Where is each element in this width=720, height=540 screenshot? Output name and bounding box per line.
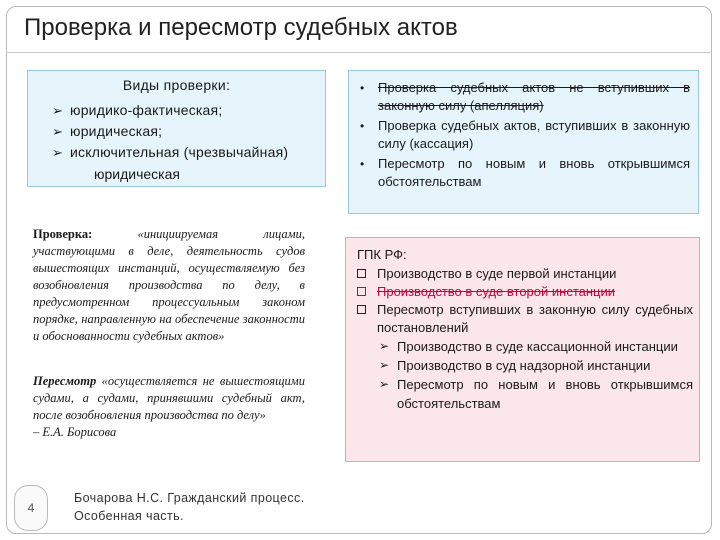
appeal-types-box (348, 70, 699, 214)
list-item: • Проверка судебных актов, вступивших в законную силу (кассация) (360, 118, 690, 151)
list-item: Производство в суде первой инстанции (357, 265, 693, 283)
definition-author: – Е.А. Борисова (33, 425, 117, 439)
gpk-list (357, 265, 693, 413)
list-item: • Пересмотр по новым и вновь открывшимся обстоятельствам (360, 156, 690, 189)
arrow-bullet-icon: ➢ (52, 103, 64, 118)
definition-term: Пересмотр (33, 374, 97, 388)
gpk-heading: ГПК РФ: (357, 247, 407, 262)
title-divider (6, 52, 712, 53)
list-item: ➢ исключительная (чрезвычайная) (52, 142, 288, 163)
list-item: ➢ Производство в суд надзорной инстанции (379, 358, 651, 373)
arrow-bullet-icon: ➢ (379, 358, 390, 372)
list-item: Производство в суде второй инстанции (357, 283, 693, 301)
definition-review (33, 373, 305, 441)
review-types-list (52, 100, 288, 163)
checkbox-bullet-icon (357, 305, 366, 314)
gpk-sublist (357, 337, 693, 413)
list-item: ➢ Производство в суде кассационной инстанции (379, 339, 678, 354)
arrow-bullet-icon: ➢ (379, 339, 390, 353)
list-item: ➢ юридическая; (52, 121, 288, 142)
bullet-icon: • (360, 81, 365, 95)
list-item: • Проверка судебных актов не вступивших в законную силу (апелляция) (360, 80, 690, 113)
arrow-bullet-icon: ➢ (52, 124, 64, 139)
gpk-box (345, 237, 700, 462)
bullet-icon: • (360, 119, 365, 133)
definition-check (33, 226, 305, 345)
definition-text: «инициируемая лицами, участвующими в деле, деятельность судов вышестоящих инстанций, осуществляемую без возобновления производства по делу, в предусмотренном процессуальным законом порядке, направленную на обеспечение законности и обоснованности судебных актов» (33, 227, 305, 343)
checkbox-bullet-icon (357, 287, 366, 296)
definition-term: Проверка: (33, 227, 93, 241)
list-item: ➢ юридико-фактическая; (52, 100, 288, 121)
footer-citation: Бочарова Н.С. Гражданский процесс. Особенная часть. (74, 491, 305, 523)
checkbox-bullet-icon (357, 269, 366, 278)
review-types-continuation: юридическая (94, 166, 180, 182)
review-types-box (27, 70, 326, 187)
appeal-types-list (357, 79, 690, 193)
list-item: ➢ Пересмотр по новым и вновь открывшимся обстоятельствам (379, 377, 693, 411)
page-title: Проверка и пересмотр судебных актов (24, 14, 458, 41)
bullet-icon: • (360, 157, 365, 171)
definition-text: «осуществляется не вышестоящими судами, а судами, принявшими судебный акт, после возобновления производства по делу» (33, 374, 305, 422)
arrow-bullet-icon: ➢ (379, 377, 390, 391)
review-types-heading: Виды проверки: (122, 77, 231, 93)
arrow-bullet-icon: ➢ (52, 145, 64, 160)
list-item: Пересмотр вступивших в законную силу судебных постановлений ➢ Производство в суде кассационной инстанции ➢ Производство в суд надзорной инстанции ➢ Пересмотр по новым и вновь открывшимся обстоятельствам (357, 301, 693, 413)
page-number: 4 (14, 485, 48, 531)
